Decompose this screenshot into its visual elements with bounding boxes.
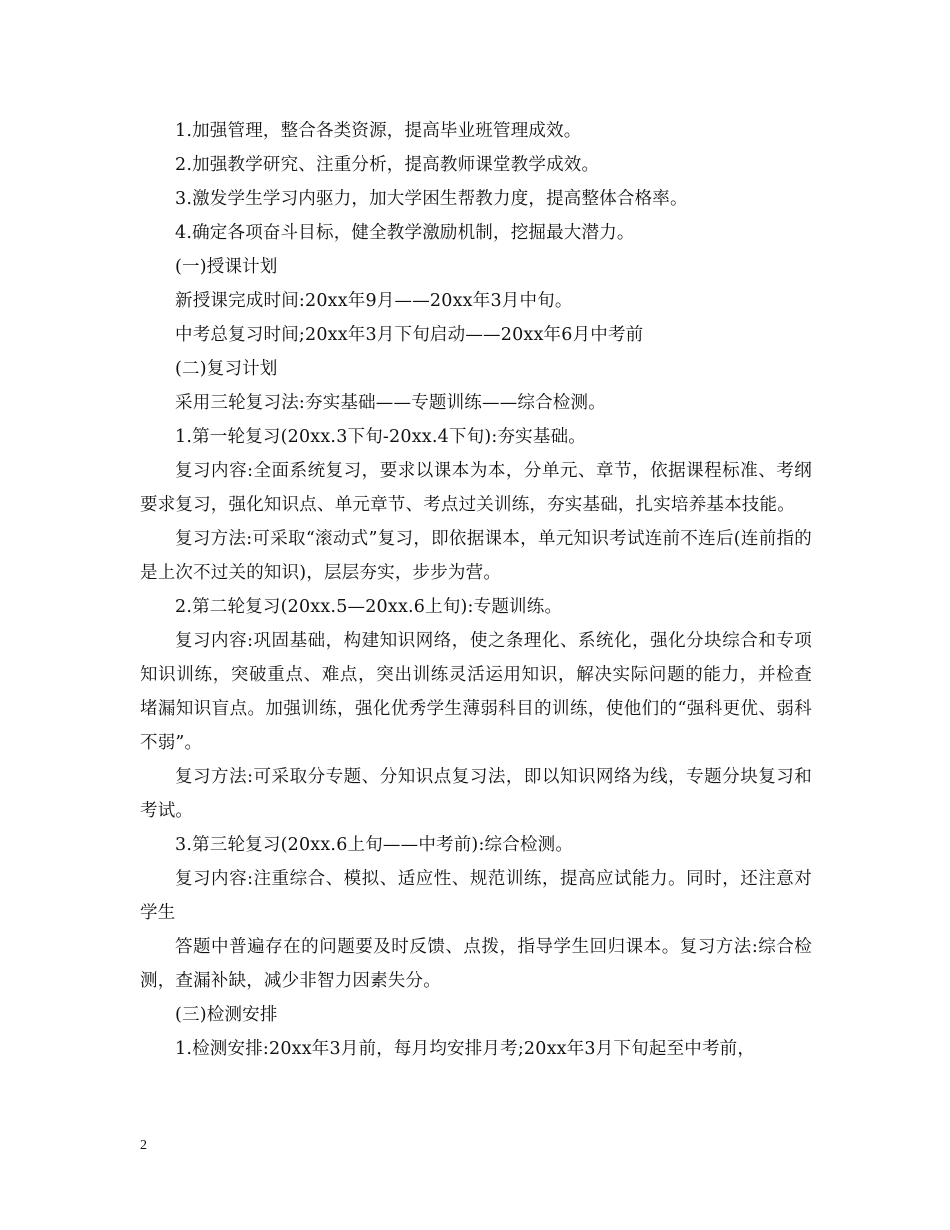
- new-lesson-schedule: 新授课完成时间:20xx年9月——20xx年3月中旬。: [175, 291, 573, 311]
- testing-schedule: 1.检测安排:20xx年3月前，每月均安排月考;20xx年3月下旬起至中考前，: [175, 1039, 756, 1059]
- goal-item-2: 2.加强教学研究、注重分析，提高教师课堂教学成效。: [175, 155, 600, 175]
- document-body: [140, 114, 812, 1066]
- first-round-content: 复习内容:全面系统复习，要求以课本为本，分单元、章节，依据课程标准、考纲要求复习，强化知识点、单元章节、考点过关训练，夯实基础，扎实培养基本技能。: [140, 461, 812, 515]
- goal-item-3: 3.激发学生学习内驱力，加大学困生帮教力度，提高整体合格率。: [175, 189, 688, 209]
- second-round-method: 复习方法:可采取分专题、分知识点复习法，即以知识网络为线，专题分块复习和考试。: [140, 767, 812, 821]
- page-number: 2: [140, 1138, 147, 1153]
- section-heading-testing: (三)检测安排: [175, 1005, 278, 1025]
- third-round-content: 复习内容:注重综合、模拟、适应性、规范训练，提高应试能力。同时，还注意对学生: [140, 869, 812, 923]
- first-round-heading: 1.第一轮复习(20xx.3下旬-20xx.4下旬):夯实基础。: [175, 427, 586, 447]
- section-heading-review-plan: (二)复习计划: [175, 359, 278, 379]
- third-round-heading: 3.第三轮复习(20xx.6上旬——中考前):综合检测。: [175, 835, 574, 855]
- first-round-method: 复习方法:可采取“滚动式”复习，即依据课本，单元知识考试连前不连后(连前指的是上次不过关的知识)，层层夯实，步步为营。: [140, 529, 812, 583]
- second-round-heading: 2.第二轮复习(20xx.5—20xx.6上旬):专题训练。: [175, 597, 563, 617]
- review-method-overview: 采用三轮复习法:夯实基础——专题训练——综合检测。: [175, 393, 606, 413]
- review-schedule: 中考总复习时间;20xx年3月下旬启动——20xx年6月中考前: [175, 325, 644, 345]
- goal-item-4: 4.确定各项奋斗目标，健全教学激励机制，挖掘最大潜力。: [175, 223, 635, 243]
- section-heading-teaching-plan: (一)授课计划: [175, 257, 278, 277]
- third-round-method: 答题中普遍存在的问题要及时反馈、点拨，指导学生回归课本。复习方法:综合检测，查漏补缺，减少非智力因素失分。: [140, 937, 812, 991]
- second-round-content: 复习内容:巩固基础，构建知识网络，使之条理化、系统化，强化分块综合和专项知识训练，突破重点、难点，突出训练灵活运用知识，解决实际问题的能力，并检查堵漏知识盲点。加强训练，强化优秀学生薄弱科目的训练，使他们的“强科更优、弱科不弱”。: [140, 631, 812, 753]
- goal-item-1: 1.加强管理，整合各类资源，提高毕业班管理成效。: [175, 121, 582, 141]
